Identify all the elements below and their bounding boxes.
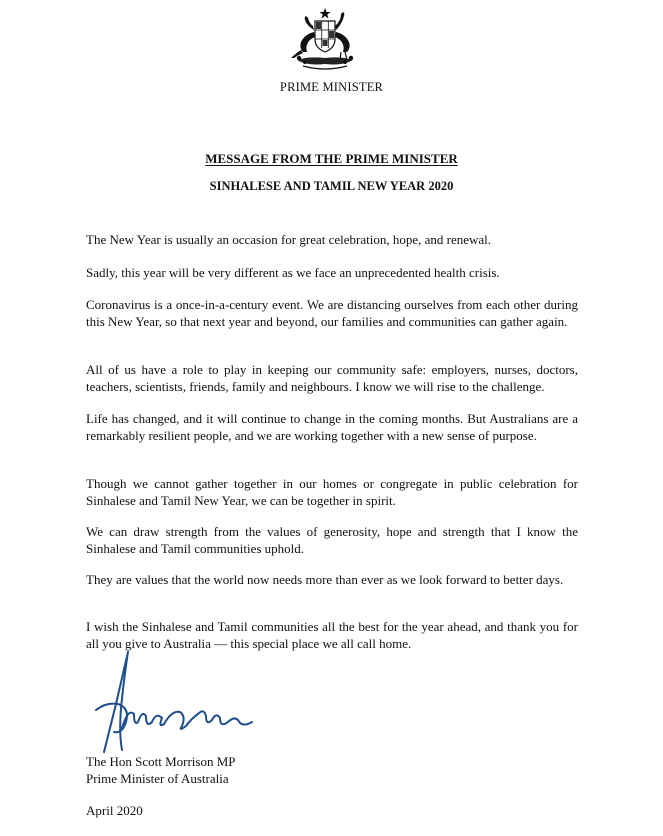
body-paragraph: The New Year is usually an occasion for great celebration, hope, and renewal. <box>86 232 492 247</box>
body-paragraph: All of us have a role to play in keeping our community safe: employers, nurses, doctors, teachers, scientists, friends, family and neighbours. I know we will rise to the challenge. <box>86 362 578 394</box>
body-paragraph: Coronavirus is a once-in-a-century event. We are distancing ourselves from each other during this New Year, so that next year and beyond, our families and communities can gather again. <box>86 297 578 329</box>
letter-date: April 2020 <box>86 803 143 818</box>
message-subtitle: SINHALESE AND TAMIL NEW YEAR 2020 <box>209 179 454 193</box>
body-paragraph: We can draw strength from the values of generosity, hope and strength that I know the Sinhalese and Tamil communities uphold. <box>86 524 578 556</box>
body-paragraph: Life has changed, and it will continue to change in the coming months. But Australians are a remarkably resilient people, and we are working together with a new sense of purpose. <box>86 411 578 443</box>
australian-coat-of-arms-icon <box>285 6 365 78</box>
body-paragraph: They are values that the world now needs more than ever as we look forward to better days. <box>86 572 564 587</box>
letterhead-office-title: PRIME MINISTER <box>279 80 384 94</box>
body-paragraph: Sadly, this year will be very different as we face an unprecedented health crisis. <box>86 265 500 280</box>
signatory-position: Prime Minister of Australia <box>86 771 229 786</box>
message-title: MESSAGE FROM THE PRIME MINISTER <box>205 151 458 166</box>
body-paragraph: Though we cannot gather together in our homes or congregate in public celebration for Sinhalese and Tamil New Year, we can be together in spirit. <box>86 476 578 508</box>
handwritten-signature <box>88 648 268 758</box>
signatory-name: The Hon Scott Morrison MP <box>86 754 236 769</box>
body-paragraph: I wish the Sinhalese and Tamil communities all the best for the year ahead, and thank you for all you give to Australia — this special place we all call home. <box>86 619 578 651</box>
